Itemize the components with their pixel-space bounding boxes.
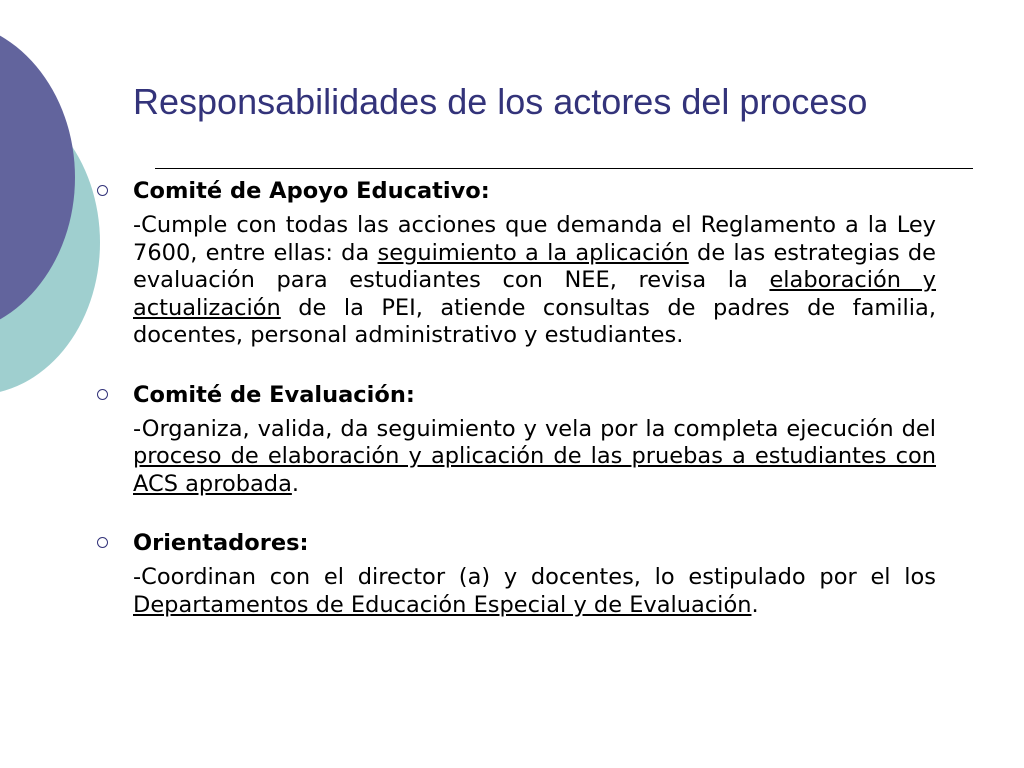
description-text: -Cumple con todas las acciones que demanda el Reglamento a la Ley 7600, entre ellas: da <box>133 212 936 266</box>
circle-bullet-icon <box>97 537 108 548</box>
description-text: -Organiza, valida, da seguimiento y vela por la completa ejecución del <box>133 415 936 442</box>
item-description <box>133 564 936 619</box>
slide-title: Responsabilidades de los actores del proceso <box>133 81 868 122</box>
slide-body <box>133 176 936 649</box>
list-item-orientadores <box>133 528 936 619</box>
item-heading: Orientadores: <box>133 530 309 556</box>
item-description <box>133 416 936 499</box>
list-item-comite-apoyo <box>133 176 936 350</box>
item-heading: Comité de Evaluación: <box>133 381 415 408</box>
item-description <box>133 212 936 350</box>
underlined-phrase: proceso de elaboración y aplicación de las pruebas a estudiantes con ACS aprobada <box>133 443 936 497</box>
underlined-phrase: elaboración y actualización <box>133 267 936 321</box>
circle-bullet-icon <box>97 389 108 400</box>
description-text: de la PEI, atiende consultas de padres de familia, docentes, personal administrativo y estudiantes. <box>133 294 936 348</box>
item-heading: Comité de Apoyo Educativo: <box>133 178 490 204</box>
description-text: . <box>751 591 759 618</box>
underlined-phrase: Departamentos de Educación Especial y de Evaluación <box>133 591 752 618</box>
circle-bullet-icon <box>97 185 108 196</box>
description-text: -Coordinan con el director (a) y docentes, lo estipulado por el los <box>133 564 936 590</box>
description-text: de las estrategias de evaluación para estudiantes con NEE, revisa la <box>133 239 936 293</box>
underlined-phrase: seguimiento a la aplicación <box>377 239 689 266</box>
list-item-comite-evaluacion <box>133 380 936 499</box>
title-divider <box>155 168 973 169</box>
description-text: . <box>291 470 300 497</box>
